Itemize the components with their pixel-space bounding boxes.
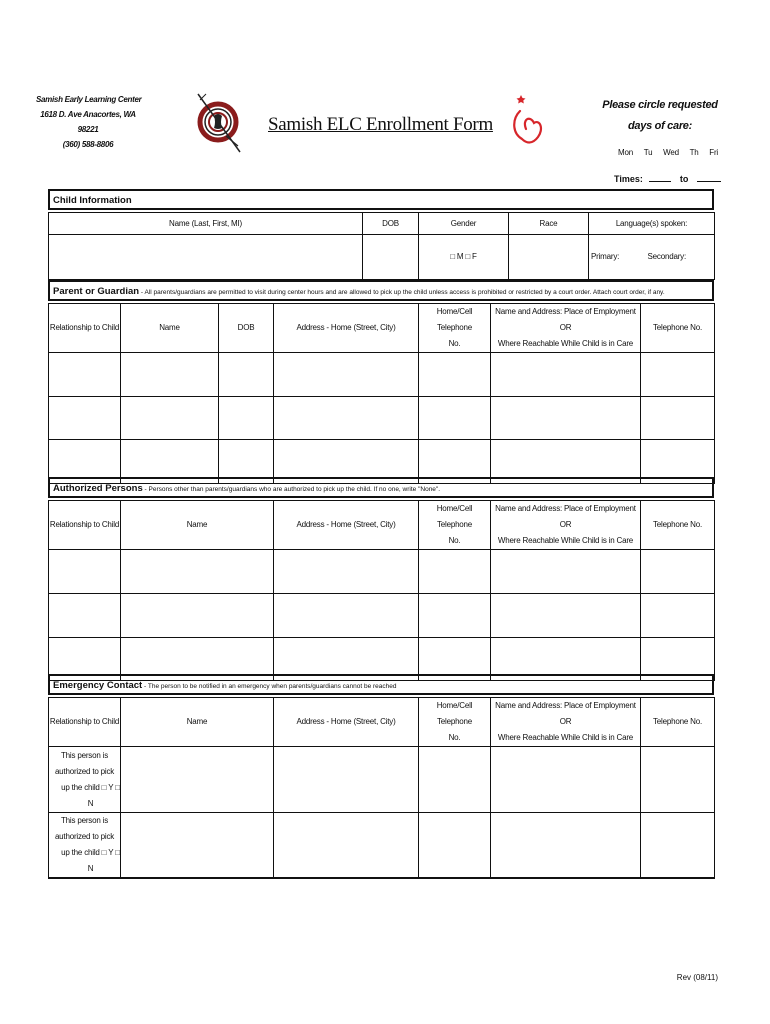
emergency-phone-field[interactable]: [419, 813, 491, 879]
emergency-col-address: Address - Home (Street, City): [274, 698, 419, 747]
child-info-title: Child Information: [53, 195, 132, 206]
org-address-block: [36, 92, 140, 152]
parent-guardian-header: [48, 280, 714, 301]
authorized-persons-table: [48, 500, 715, 681]
authorized-telephone-field[interactable]: [641, 550, 715, 594]
table-row: [49, 747, 715, 813]
parent-dob-field[interactable]: [219, 353, 274, 397]
table-row: [49, 353, 715, 397]
authorized-employment-field[interactable]: [491, 550, 641, 594]
care-line-1: Please circle requested: [602, 99, 718, 111]
child-info-header: [48, 189, 714, 210]
table-row: [49, 594, 715, 638]
authorized-col-phone-line1: Home/Cell Telephone: [436, 504, 473, 529]
authorized-address-field[interactable]: [274, 594, 419, 638]
child-language-field[interactable]: [589, 235, 715, 280]
parent-phone-field[interactable]: [419, 397, 491, 440]
child-col-race: Race: [509, 213, 589, 235]
heart-logo-icon: [510, 93, 544, 149]
emergency-contact-title: Emergency Contact: [53, 680, 143, 691]
parent-name-field[interactable]: [121, 397, 219, 440]
emergency-address-field[interactable]: [274, 747, 419, 813]
child-col-dob: DOB: [363, 213, 419, 235]
authorized-col-name: Name: [121, 501, 274, 550]
authorized-persons-title: Authorized Persons: [53, 483, 143, 494]
emergency-address-field[interactable]: [274, 813, 419, 879]
parent-guardian-note: - All parents/guardians are permitted to visit during center hours and are allowed to pick up the child unless access is prohibited or restricted by a court order. Attach court order, if any.: [139, 289, 665, 296]
child-gender-checkboxes[interactable]: □ M □ F: [419, 235, 509, 280]
emergency-telephone-field[interactable]: [641, 813, 715, 879]
authorized-col-employment: [491, 501, 641, 550]
authorized-relationship-field[interactable]: [49, 594, 121, 638]
org-street: 1618 D. Ave Anacortes, WA: [40, 110, 136, 119]
authorized-address-field[interactable]: [274, 550, 419, 594]
authorized-col-phone-line2: No.: [448, 536, 461, 545]
authorized-persons-note: - Persons other than parents/guardians who are authorized to pick up the child. If no one, write "None".: [142, 486, 441, 493]
authorized-col-relationship: Relationship to Child: [49, 501, 121, 550]
org-zip: 98221: [77, 125, 99, 134]
tribal-seal-logo-icon: [196, 92, 244, 154]
emergency-col-employment-line2: Where Reachable While Child is in Care: [497, 733, 634, 742]
pickup-authorization-cell[interactable]: [49, 747, 121, 813]
org-phone: (360) 588-8806: [62, 140, 114, 149]
emergency-col-telephone: Telephone No.: [641, 698, 715, 747]
pickup-authorization-line2[interactable]: up the child □ Y □ N: [61, 848, 120, 873]
authorized-col-address: Address - Home (Street, City): [274, 501, 419, 550]
emergency-telephone-field[interactable]: [641, 747, 715, 813]
child-col-language: Language(s) spoken:: [589, 213, 715, 235]
parent-col-employment-line2: Where Reachable While Child is in Care: [497, 339, 634, 348]
emergency-col-name: Name: [121, 698, 274, 747]
emergency-contact-note: - The person to be notified in an emergency when parents/guardians cannot be reached: [142, 683, 397, 690]
parent-col-telephone: Telephone No.: [641, 304, 715, 353]
parent-telephone-field[interactable]: [641, 397, 715, 440]
day-wed[interactable]: Wed: [663, 148, 679, 157]
parent-col-relationship: Relationship to Child: [49, 304, 121, 353]
parent-employment-field[interactable]: [491, 397, 641, 440]
emergency-name-field[interactable]: [121, 813, 274, 879]
times-row: [614, 173, 721, 184]
child-col-name: Name (Last, First, MI): [49, 213, 363, 235]
parent-col-name: Name: [121, 304, 219, 353]
parent-col-phone: [419, 304, 491, 353]
parent-guardian-table: [48, 303, 715, 484]
day-th[interactable]: Th: [689, 148, 699, 157]
primary-language-label: Primary:: [591, 252, 620, 261]
day-fri[interactable]: Fri: [709, 148, 718, 157]
day-mon[interactable]: Mon: [618, 148, 633, 157]
authorized-col-employment-line1: Name and Address: Place of Employment OR: [495, 504, 636, 529]
emergency-col-phone: [419, 698, 491, 747]
parent-col-dob: DOB: [219, 304, 274, 353]
authorized-phone-field[interactable]: [419, 550, 491, 594]
authorized-col-employment-line2: Where Reachable While Child is in Care: [497, 536, 634, 545]
time-start-field[interactable]: [649, 173, 671, 182]
table-row: [49, 813, 715, 879]
parent-col-employment: [491, 304, 641, 353]
authorized-col-telephone: Telephone No.: [641, 501, 715, 550]
secondary-language-label: Secondary:: [647, 252, 686, 261]
parent-address-field[interactable]: [274, 353, 419, 397]
pickup-authorization-cell[interactable]: [49, 813, 121, 879]
child-info-table: [48, 212, 715, 280]
child-dob-field[interactable]: [363, 235, 419, 280]
authorized-name-field[interactable]: [121, 594, 274, 638]
emergency-col-phone-line2: No.: [448, 733, 461, 742]
authorized-persons-header: [48, 477, 714, 498]
parent-col-employment-line1: Name and Address: Place of Employment OR: [495, 307, 636, 332]
emergency-contact-table: [48, 697, 715, 879]
day-tu[interactable]: Tu: [643, 148, 653, 157]
parent-relationship-field[interactable]: [49, 353, 121, 397]
pickup-authorization-line2[interactable]: up the child □ Y □ N: [61, 783, 120, 808]
emergency-name-field[interactable]: [121, 747, 274, 813]
child-race-field[interactable]: [509, 235, 589, 280]
parent-dob-field[interactable]: [219, 397, 274, 440]
care-line-2: days of care:: [628, 120, 692, 132]
form-title: Samish ELC Enrollment Form: [268, 114, 493, 135]
time-end-field[interactable]: [697, 173, 721, 182]
days-of-care-instructions: [600, 95, 720, 137]
times-label: Times:: [614, 174, 643, 184]
parent-phone-field[interactable]: [419, 353, 491, 397]
child-col-gender: Gender: [419, 213, 509, 235]
parent-name-field[interactable]: [121, 353, 219, 397]
emergency-employment-field[interactable]: [491, 747, 641, 813]
emergency-employment-field[interactable]: [491, 813, 641, 879]
pickup-authorization-line1: This person is authorized to pick: [54, 816, 115, 841]
days-of-care-options: [618, 148, 718, 157]
times-to-label: to: [679, 174, 689, 184]
table-row: [49, 550, 715, 594]
table-row: [49, 397, 715, 440]
authorized-telephone-field[interactable]: [641, 594, 715, 638]
authorized-relationship-field[interactable]: [49, 550, 121, 594]
child-name-field[interactable]: [49, 235, 363, 280]
authorized-name-field[interactable]: [121, 550, 274, 594]
parent-col-address: Address - Home (Street, City): [274, 304, 419, 353]
org-name: Samish Early Learning Center: [36, 95, 142, 104]
authorized-col-phone: [419, 501, 491, 550]
parent-col-phone-line1: Home/Cell Telephone: [436, 307, 473, 332]
emergency-col-employment: [491, 698, 641, 747]
authorized-employment-field[interactable]: [491, 594, 641, 638]
pickup-authorization-line1: This person is authorized to pick: [54, 751, 115, 776]
parent-telephone-field[interactable]: [641, 353, 715, 397]
parent-col-phone-line2: No.: [448, 339, 461, 348]
parent-guardian-title: Parent or Guardian: [53, 286, 140, 297]
parent-employment-field[interactable]: [491, 353, 641, 397]
revision-label: Rev (08/11): [676, 973, 718, 982]
emergency-col-relationship: Relationship to Child: [49, 698, 121, 747]
emergency-phone-field[interactable]: [419, 747, 491, 813]
parent-address-field[interactable]: [274, 397, 419, 440]
parent-relationship-field[interactable]: [49, 397, 121, 440]
authorized-phone-field[interactable]: [419, 594, 491, 638]
emergency-col-employment-line1: Name and Address: Place of Employment OR: [495, 701, 636, 726]
emergency-contact-header: [48, 674, 714, 695]
emergency-col-phone-line1: Home/Cell Telephone: [436, 701, 473, 726]
